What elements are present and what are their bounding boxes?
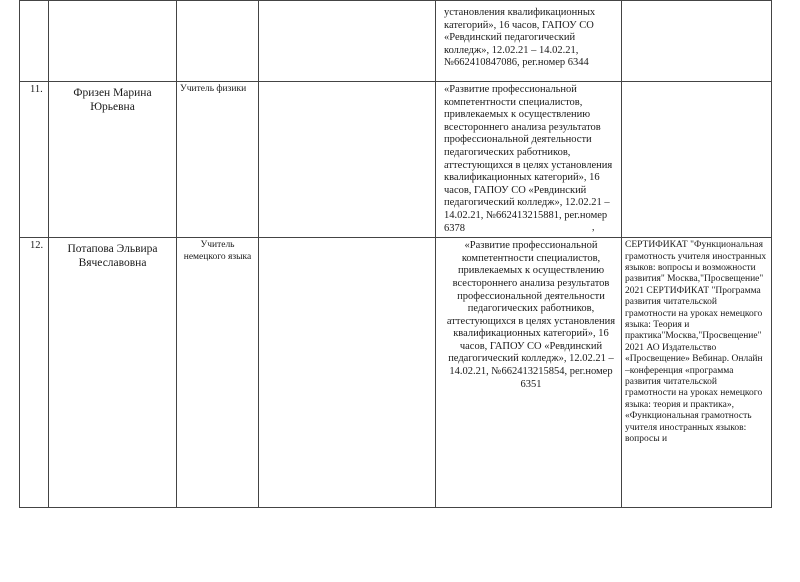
cell-empty xyxy=(259,1,436,82)
course-text: «Развитие профессиональной компетентности специалистов, привлекаемых к осуществлению всестороннего анализа результатов профессиональной деятельности педагогических работников, аттестующихся в целях установления квалификационных категорий», 16 часов, ГАПОУ СО «Ревдинский педагогический колледж», 12.02.21 – 14.02.21, №662413215854, рег.номер 6351 xyxy=(446,240,616,390)
cell-num xyxy=(20,1,49,82)
cell-num: 11. xyxy=(20,82,49,238)
cell-certificates xyxy=(622,238,772,508)
course-text: установления квалификационных категорий», 16 часов, ГАПОУ СО «Ревдинский педагогический колледж», 12.02.21 – 14.02.21, №662410847086, рег.номер 6344 xyxy=(444,7,596,69)
cell-position: Учитель физики xyxy=(177,82,259,238)
cell-num: 12. xyxy=(20,238,49,508)
certificates-text: СЕРТИФИКАТ "Функциональная грамотность учителя иностранных языков: вопросы и возможности развития" Москва,"Просвещение" 2021 СЕРТИФИКАТ "Программа развития читательской грамотности на уроках немецкого языка: Теория и практика"Москва,"Просвещение" 2021 АО Издательство «Просвещение» Вебинар. Онлайн –конференция «программа развития читательской грамотности на уроках немецкого языка: теория и практика», «Функциональная грамотность учителя иностранных языков: вопросы и xyxy=(625,240,767,445)
cell-name: Фризен Марина Юрьевна xyxy=(49,82,177,238)
table-row-continued xyxy=(20,1,772,82)
cell-empty xyxy=(259,238,436,508)
scan-mark: , xyxy=(592,222,595,233)
cell-course xyxy=(436,82,622,238)
cell-empty xyxy=(259,82,436,238)
table-row-11 xyxy=(20,82,772,238)
cell-certificates xyxy=(622,1,772,82)
staff-training-table xyxy=(19,0,772,508)
cell-course xyxy=(436,238,622,508)
cell-name xyxy=(49,1,177,82)
cell-certificates xyxy=(622,82,772,238)
cell-course xyxy=(436,1,622,82)
cell-position xyxy=(177,1,259,82)
table-row-12 xyxy=(20,238,772,508)
position-text: Учитель немецкого языка xyxy=(183,240,252,262)
course-text: «Развитие профессиональной компетентности специалистов, привлекаемых к осуществлению всестороннего анализа результатов профессиональной деятельности педагогических работников, аттестующихся в целях установления квалификационных категорий», 16 часов, ГАПОУ СО «Ревдинский педагогический колледж», 12.02.21 – 14.02.21, №662413215881, рег.номер 6378 xyxy=(444,84,613,234)
cell-name: Потапова Эльвира Вячеславовна xyxy=(49,238,177,508)
cell-position xyxy=(177,238,259,508)
